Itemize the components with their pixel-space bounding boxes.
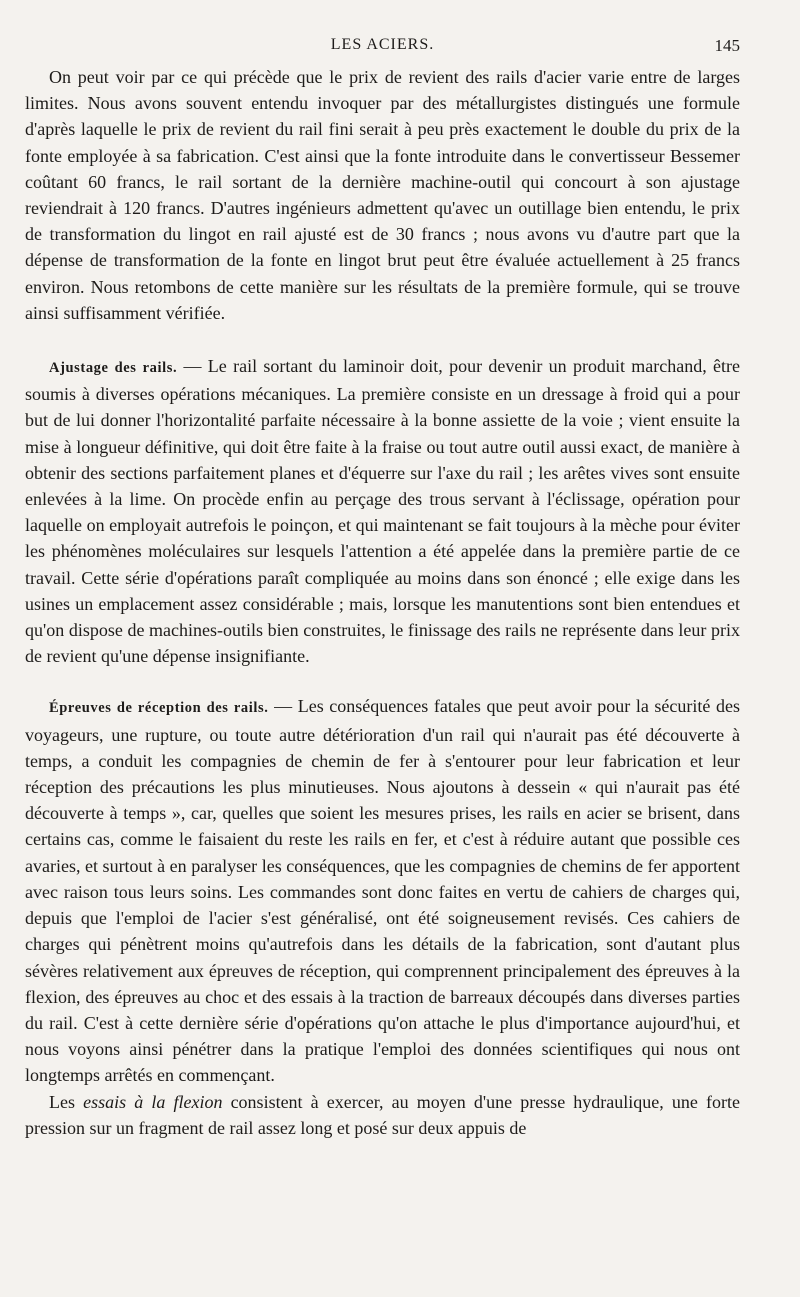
page-number: 145 — [714, 36, 740, 55]
text-block — [25, 64, 740, 1141]
running-head — [25, 36, 740, 58]
running-title: LES ACIERS. — [330, 36, 435, 53]
section-text-ajustage: — Le rail sortant du laminoir doit, pour devenir un produit marchand, être soumis à diverses opérations mécaniques. La première consiste en un dressage à froid qui a pour but de lui donner l'horizontalité parfaite nécessaire à la bonne assiette de la voie ; vient ensuite la mise à longueur définitive, qui doit être faite à la fraise ou tout autre outil aussi exact, de manière à obtenir des sections parfaitement planes et d'équerre sur l'axe du rail ; les arêtes vives sont ensuite enlevées à la lime. On procède enfin au perçage des trous servant à l'éclissage, opération pour laquelle on employait autrefois le poinçon, et qui maintenant se fait toujours à la mèche pour éviter les phénomènes moléculaires sur lesquels l'attention a été appelée dans la première partie de ce travail. Cette série d'opérations paraît compliquée au moins dans son énoncé ; elle exige dans les usines un emplacement assez considérable ; mais, lorsque les manutentions sont bien entendues et qu'on dispose de machines-outils bien construites, le finissage des rails ne représente dans leur prix de revient qu'une dépense insignifiante. — [25, 356, 740, 667]
paragraph-essais-italic: essais à la flexion — [83, 1091, 223, 1112]
section-epreuves — [25, 693, 740, 1088]
paragraph-essais-start: Les — [49, 1091, 84, 1112]
paragraph-essais-rest: consistent à exercer, au moyen d'une presse hydraulique, une forte pression sur un fragment de rail assez long et posé sur deux appuis de — [25, 1091, 740, 1138]
section-heading-epreuves: Épreuves de réception des rails. — [49, 700, 269, 717]
section-heading-ajustage: Ajustage des rails. — [49, 360, 178, 377]
section-ajustage — [25, 353, 740, 669]
paragraph-prix-de-revient: On peut voir par ce qui précède que le prix de revient des rails d'acier varie entre de larges limites. Nous avons souvent entendu invoquer par des métallurgistes distingués une formule d'après laquelle le prix de revient du rail fini serait à peu près exactement le double du prix de la fonte employée à sa fabrication. C'est ainsi que la fonte introduite dans le convertisseur Bessemer coûtant 60 francs, le rail sortant de la dernière machine-outil qui concourt à son ajustage reviendrait à 120 francs. D'autres ingénieurs admettent qu'avec un outillage bien entendu, le prix de transformation du lingot en rail ajusté est de 30 francs ; nous avons vu d'autre part que la dépense de transformation de la fonte en lingot brut peut être évaluée actuellement à 25 francs environ. Nous retombons de cette manière sur les résultats de la première formule, qui se trouve ainsi suffisamment vérifiée. — [25, 67, 740, 323]
paragraph-essais-flexion — [25, 1089, 740, 1141]
section-text-epreuves: — Les conséquences fatales que peut avoir pour la sécurité des voyageurs, une rupture, ou toute autre détérioration d'un rail qui n'aurait pas été découverte à temps, a conduit les compagnies de chemin de fer à s'entourer pour leur fabrication et leur réception des précautions les plus minutieuses. Nous ajoutons à dessein « qui n'aurait pas été découverte à temps », car, quelles que soient les mesures prises, les rails en acier se brisent, dans certains cas, comme le faisaient du reste les rails en fer, et c'est à réduire autant que possible ces avaries, et surtout à en paralyser les conséquences, que les compagnies de chemins de fer apportent avec raison tous leurs soins. Les commandes sont donc faites en vertu de cahiers de charges qui, depuis que l'emploi de l'acier s'est généralisé, ont été soigneusement revisés. Ces cahiers de charges qui pénètrent moins qu'autrefois dans les détails de la fabrication, sont d'autant plus sévères relativement aux épreuves de réception, qui comprennent principalement des épreuves à la flexion, des épreuves au choc et des essais à la traction de barreaux découpés dans diverses parties du rail. C'est à cette dernière série d'opérations qu'on attache le plus d'importance aujourd'hui, et nous voyons ainsi pénétrer dans la pratique l'emploi des données scientifiques qui nous ont longtemps arrêtés en commençant. — [25, 696, 740, 1086]
